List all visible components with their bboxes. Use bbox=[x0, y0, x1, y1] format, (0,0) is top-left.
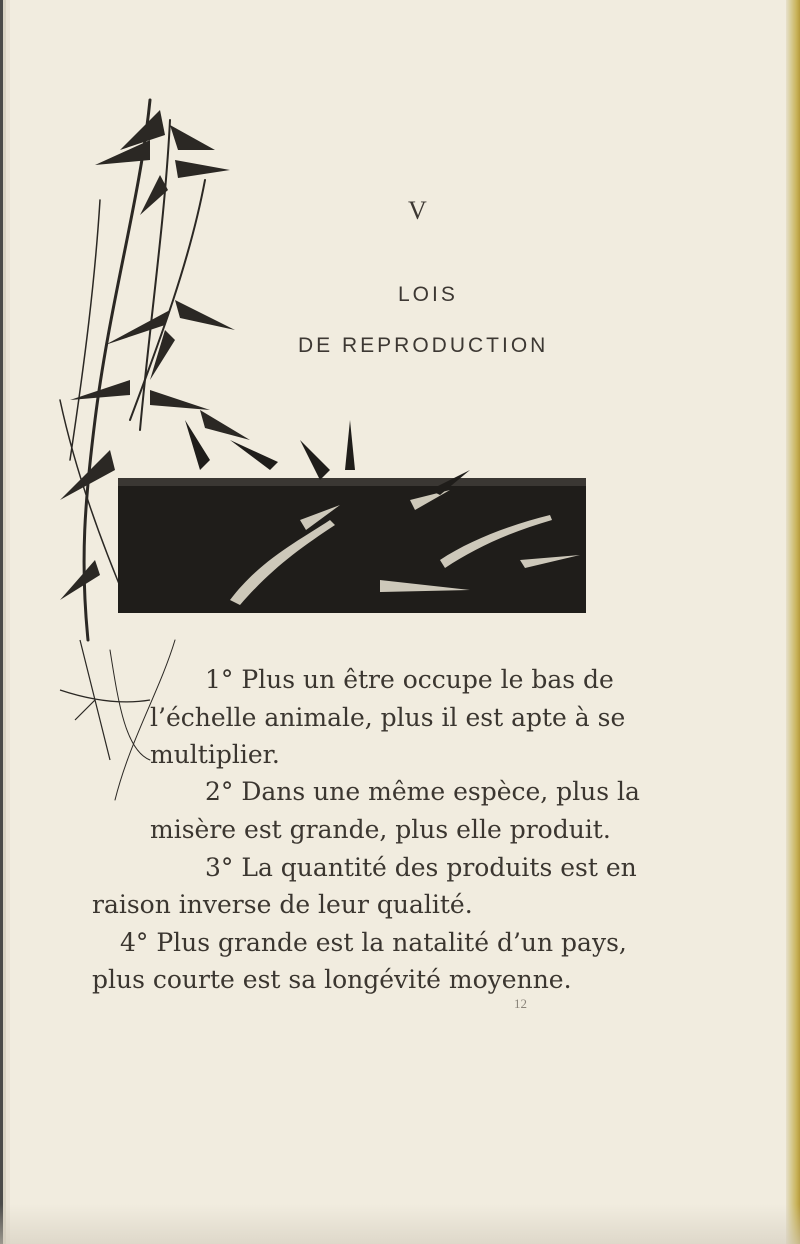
law-2-line-1: 2° Dans une même espèce, plus la bbox=[205, 777, 640, 806]
chapter-title-line-2: DE REPRODUCTION bbox=[298, 334, 549, 357]
chapter-title-line-1: LOIS bbox=[398, 283, 458, 306]
page-number: 12 bbox=[514, 996, 527, 1011]
law-3-line-2: raison inverse de leur qualité. bbox=[92, 890, 473, 919]
chapter-number: V bbox=[408, 196, 427, 225]
page-bottom-shadow bbox=[0, 1204, 800, 1244]
law-4-line-2: plus courte est sa longévité moyenne. bbox=[92, 965, 572, 994]
law-1-line-2: l’échelle animale, plus il est apte à se bbox=[150, 703, 626, 732]
law-1-line-1: 1° Plus un être occupe le bas de bbox=[205, 665, 614, 694]
law-1-line-3: multiplier. bbox=[150, 740, 280, 769]
law-2-line-2: misère est grande, plus elle produit. bbox=[150, 815, 611, 844]
law-3-line-1: 3° La quantité des produits est en bbox=[205, 853, 637, 882]
law-4-line-1: 4° Plus grande est la natalité d’un pays, bbox=[120, 928, 627, 957]
